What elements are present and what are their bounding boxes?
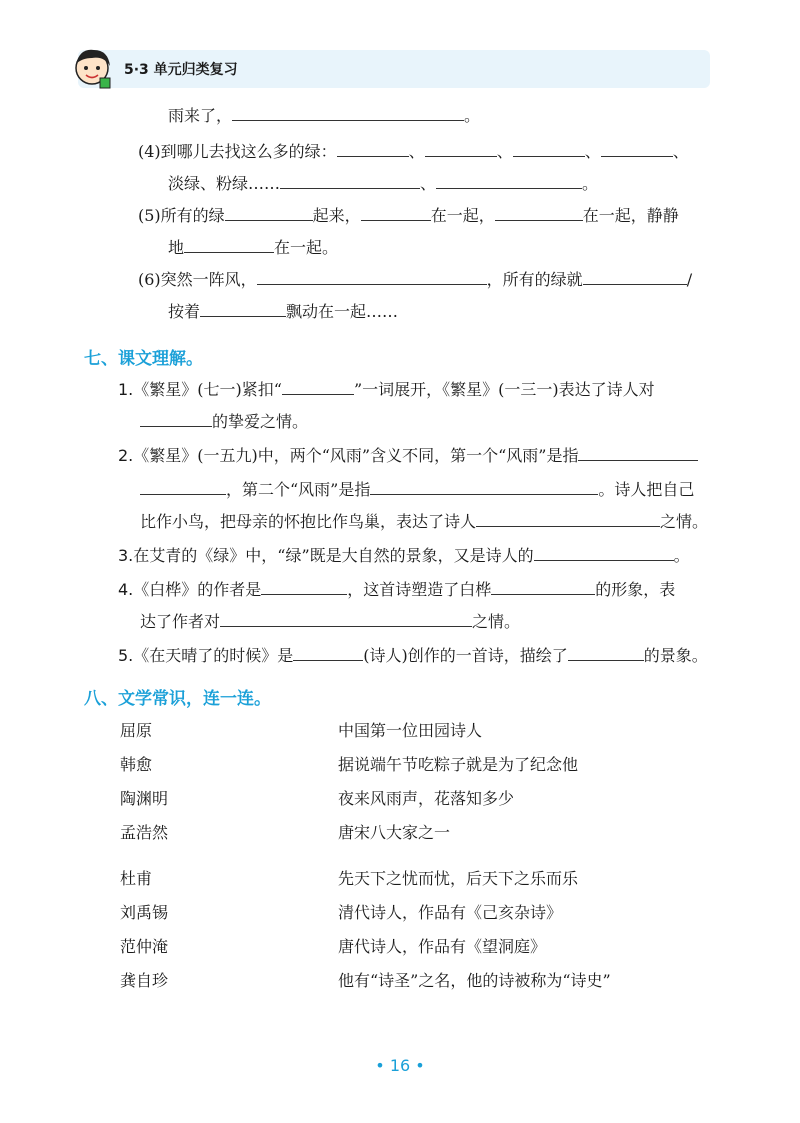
- answer-blank[interactable]: [282, 378, 354, 395]
- match-left-item[interactable]: 刘禹锡: [120, 903, 169, 922]
- page-number: • 16 •: [375, 1056, 425, 1075]
- answer-blank[interactable]: [220, 610, 472, 627]
- answer-blank[interactable]: [534, 544, 674, 561]
- match-left-item[interactable]: 范仲淹: [120, 937, 169, 956]
- answer-blank[interactable]: [578, 444, 698, 461]
- question-2: 2.《繁星》(一五九)中，两个“风雨”含义不同，第一个“风雨”是指: [118, 444, 698, 467]
- answer-blank[interactable]: [140, 410, 212, 427]
- match-right-item[interactable]: 据说端午节吃粽子就是为了纪念他: [338, 755, 579, 774]
- answer-blank[interactable]: [601, 140, 673, 157]
- answer-blank[interactable]: [425, 140, 497, 157]
- line-rain: 雨来了， 。: [168, 106, 481, 125]
- answer-blank[interactable]: [200, 300, 286, 317]
- section-title-8: 八、文学常识，连一连。: [84, 689, 271, 709]
- mascot-boy-icon: [70, 44, 116, 90]
- match-left-item[interactable]: 龚自珍: [120, 971, 169, 990]
- answer-blank[interactable]: [436, 172, 582, 189]
- line-q6-cont: 按着 飘动在一起……: [168, 302, 399, 321]
- match-right-item[interactable]: 他有“诗圣”之名，他的诗被称为“诗史”: [338, 971, 611, 990]
- answer-blank[interactable]: [140, 478, 226, 495]
- question-4-cont: 达了作者对 之情。: [140, 612, 521, 631]
- answer-blank[interactable]: [232, 104, 464, 121]
- match-right-item[interactable]: 先天下之忧而忧，后天下之乐而乐: [338, 869, 579, 888]
- line-q4: (4)到哪儿去找这么多的绿： 、 、 、 、: [138, 142, 689, 161]
- match-right-item[interactable]: 中国第一位田园诗人: [338, 721, 483, 740]
- answer-blank[interactable]: [568, 644, 644, 661]
- answer-blank[interactable]: [261, 578, 347, 595]
- header-title: 5·3 单元归类复习: [124, 62, 238, 78]
- answer-blank[interactable]: [370, 478, 598, 495]
- match-left-item[interactable]: 孟浩然: [120, 823, 169, 842]
- answer-blank[interactable]: [280, 172, 420, 189]
- match-left-item[interactable]: 屈原: [120, 721, 153, 740]
- line-q6: (6)突然一阵风， ，所有的绿就 /: [138, 270, 693, 289]
- answer-blank[interactable]: [491, 578, 595, 595]
- line-q4-cont: 淡绿、粉绿…… 、 。: [168, 174, 599, 193]
- match-right-item[interactable]: 清代诗人，作品有《己亥杂诗》: [338, 903, 563, 922]
- match-left-item[interactable]: 杜甫: [120, 869, 153, 888]
- answer-blank[interactable]: [513, 140, 585, 157]
- question-4: 4.《白桦》的作者是 ，这首诗塑造了白桦 的形象，表: [118, 580, 676, 599]
- question-1-cont: 的挚爱之情。: [140, 410, 308, 433]
- answer-blank[interactable]: [495, 204, 583, 221]
- answer-blank[interactable]: [583, 268, 687, 285]
- question-3: 3.在艾青的《绿》中，“绿”既是大自然的景象，又是诗人的 。: [118, 546, 690, 565]
- match-right-item[interactable]: 唐代诗人，作品有《望洞庭》: [338, 937, 547, 956]
- answer-blank[interactable]: [184, 236, 274, 253]
- answer-blank[interactable]: [225, 204, 313, 221]
- answer-blank[interactable]: [361, 204, 431, 221]
- question-2-cont2: 比作小鸟，把母亲的怀抱比作鸟巢，表达了诗人 之情。: [140, 512, 709, 531]
- answer-blank[interactable]: [476, 510, 660, 527]
- answer-blank[interactable]: [293, 644, 363, 661]
- answer-blank[interactable]: [257, 268, 487, 285]
- line-q5: (5)所有的绿 起来， 在一起， 在一起，静静: [138, 206, 679, 225]
- line-q5-cont: 地 在一起。: [168, 238, 339, 257]
- question-5: 5.《在天晴了的时候》是 (诗人)创作的一首诗，描绘了 的景象。: [118, 646, 708, 665]
- match-right-item[interactable]: 唐宋八大家之一: [338, 823, 451, 842]
- question-2-cont: ，第二个“风雨”是指 。诗人把自己: [140, 478, 694, 501]
- match-left-item[interactable]: 陶渊明: [120, 789, 169, 808]
- match-right-item[interactable]: 夜来风雨声，花落知多少: [338, 789, 515, 808]
- match-left-item[interactable]: 韩愈: [120, 755, 153, 774]
- page-header: [78, 50, 710, 88]
- section-title-7: 七、课文理解。: [84, 349, 203, 369]
- question-1: 1.《繁星》(七一)紧扣“ ”一词展开，《繁星》(一三一)表达了诗人对: [118, 380, 655, 399]
- answer-blank[interactable]: [337, 140, 409, 157]
